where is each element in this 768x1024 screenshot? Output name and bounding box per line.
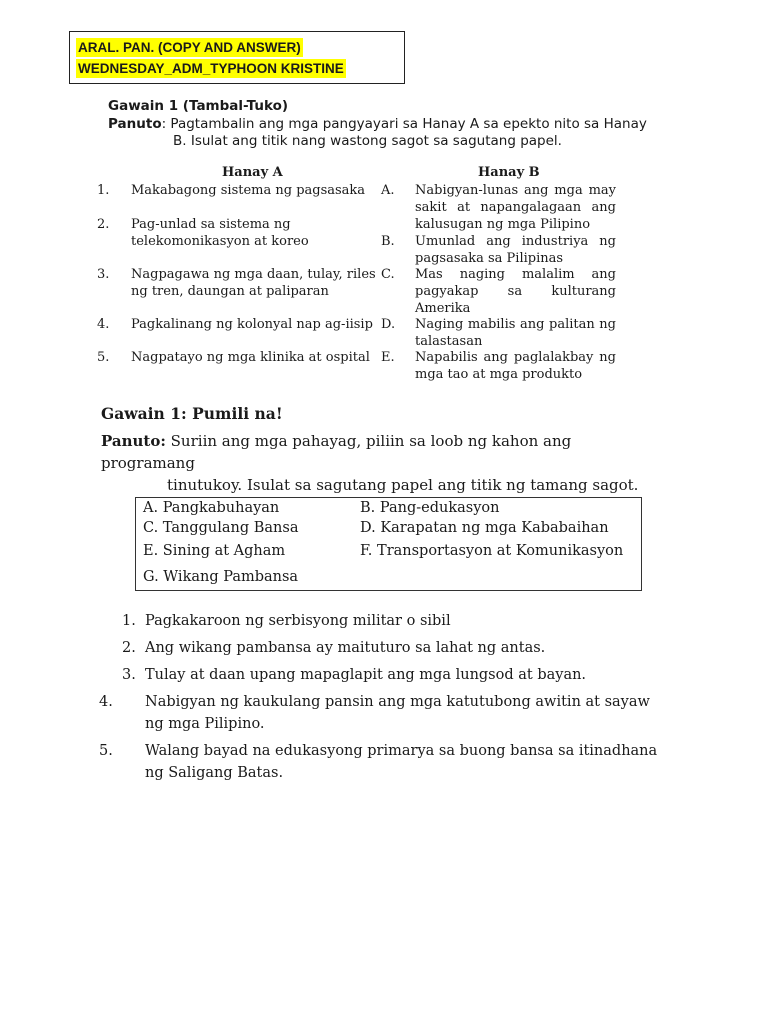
question-num: 2.	[122, 640, 136, 656]
hanay-a-item	[97, 350, 389, 367]
question-item	[99, 691, 662, 735]
choice-item: E. Sining at Agham	[143, 543, 286, 559]
choice-item: G. Wikang Pambansa	[143, 569, 299, 585]
choice-item: C. Tanggulang Bansa	[143, 520, 299, 536]
gawain2-instructions	[101, 430, 661, 496]
hanay-a-text: Nagpagawa ng mga daan, tulay, riles ng tren, daungan at paliparan	[131, 267, 376, 299]
hanay-b-item	[381, 267, 616, 317]
gawain1-instructions	[108, 116, 648, 150]
question-item	[99, 740, 662, 784]
question-item	[122, 664, 662, 686]
choice-item: B. Pang-edukasyon	[360, 500, 500, 516]
gawain2-title: Gawain 1: Pumili na!	[101, 404, 283, 423]
question-item	[122, 610, 662, 632]
gawain1-title: Gawain 1 (Tambal-Tuko)	[108, 98, 289, 114]
hanay-a-num: 1.	[97, 183, 110, 198]
gawain1-panuto-line2: B. Isulat ang titik nang wastong sagot sa sagutang papel.	[173, 133, 562, 149]
choice-item: D. Karapatan ng mga Kababaihan	[360, 520, 609, 536]
hanay-b-item	[381, 317, 616, 351]
hanay-a-num: 2.	[97, 217, 110, 232]
choice-item: A. Pangkabuhayan	[143, 500, 280, 516]
hanay-b-item	[381, 234, 616, 268]
hanay-b-letter: C.	[381, 267, 395, 282]
header-line-2: WEDNESDAY_ADM_TYPHOON KRISTINE	[78, 61, 344, 76]
hanay-a-text: Pag-unlad sa sistema ng telekomonikasyon at koreo	[131, 217, 309, 249]
question-num: 1.	[122, 613, 136, 629]
hanay-b-item	[381, 183, 616, 233]
hanay-b-letter: B.	[381, 234, 395, 249]
hanay-a-text: Nagpatayo ng mga klinika at ospital	[131, 350, 370, 365]
question-text: Nabigyan ng kaukulang pansin ang mga katutubong awitin at sayaw ng mga Pilipino.	[145, 694, 650, 732]
hanay-a-item	[97, 267, 386, 301]
question-text: Tulay at daan upang mapaglapit ang mga lungsod at bayan.	[145, 667, 587, 683]
question-item	[122, 637, 662, 659]
hanay-a-num: 3.	[97, 267, 110, 282]
hanay-a-item	[97, 317, 389, 334]
hanay-a-item	[97, 183, 389, 200]
gawain2-panuto-label: Panuto:	[101, 432, 166, 450]
gawain2-panuto-line2: tinutukoy. Isulat sa sagutang papel ang titik ng tamang sagot.	[167, 476, 639, 494]
choice-item: F. Transportasyon at Komunikasyon	[360, 543, 624, 559]
choices-box	[135, 497, 642, 591]
hanay-a-num: 5.	[97, 350, 110, 365]
question-text: Pagkakaroon ng serbisyong militar o sibil	[145, 613, 451, 629]
hanay-b-text: Naging mabilis ang palitan ng talastasan	[415, 317, 616, 349]
question-num: 3.	[122, 667, 136, 683]
header-box	[69, 31, 405, 84]
header-line-1: ARAL. PAN. (COPY AND ANSWER)	[78, 40, 301, 55]
hanay-b-letter: D.	[381, 317, 396, 332]
hanay-a-text: Pagkalinang ng kolonyal nap ag-iisip	[131, 317, 373, 332]
hanay-a-num: 4.	[97, 317, 110, 332]
hanay-b-letter: A.	[381, 183, 395, 198]
hanay-a-text: Makabagong sistema ng pagsasaka	[131, 183, 366, 198]
hanay-b-text: Umunlad ang industriya ng pagsasaka sa Pilipinas	[415, 234, 616, 266]
hanay-b-letter: E.	[381, 350, 395, 365]
hanay-b-text: Mas naging malalim ang pagyakap sa kulturang Amerika	[415, 267, 616, 316]
gawain1-panuto-label: Panuto	[108, 116, 162, 132]
gawain2-panuto-line1: Suriin ang mga pahayag, piliin sa loob ng kahon ang programang	[101, 432, 572, 472]
hanay-b-text: Nabigyan-lunas ang mga may sakit at napangalagaan ang kalusugan ng mga Pilipino	[415, 183, 616, 232]
hanay-b-title: Hanay B	[478, 165, 540, 180]
hanay-a-title: Hanay A	[222, 165, 283, 180]
question-num: 4.	[99, 694, 113, 710]
hanay-a-item	[97, 217, 314, 251]
hanay-b-text: Napabilis ang paglalakbay ng mga tao at mga produkto	[415, 350, 616, 382]
gawain1-panuto-line1: : Pagtambalin ang mga pangyayari sa Hanay A sa epekto nito sa Hanay	[161, 116, 647, 132]
question-text: Ang wikang pambansa ay maituturo sa lahat ng antas.	[145, 640, 546, 656]
question-text: Walang bayad na edukasyong primarya sa buong bansa sa itinadhana ng Saligang Batas.	[145, 743, 658, 781]
question-num: 5.	[99, 743, 113, 759]
hanay-b-item	[381, 350, 616, 384]
